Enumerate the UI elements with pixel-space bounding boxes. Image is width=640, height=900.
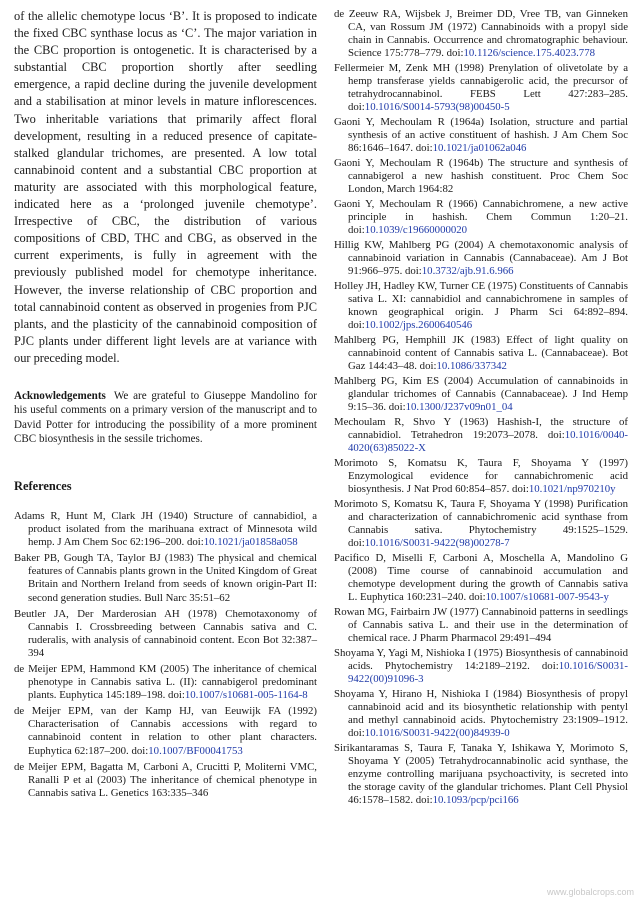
reference-text: Gaoni Y, Mechoulam R (1966) Cannabichromene, a new active principle in hashish. Chem Commun 1:20–21. doi: xyxy=(334,198,628,236)
reference-entry xyxy=(334,116,628,155)
references-heading: References xyxy=(14,478,72,493)
reference-list-right xyxy=(334,8,628,807)
reference-text: de Zeeuw RA, Wijsbek J, Breimer DD, Vree TB, van Ginneken CA, van Rossum JM (1972) Cannabinoids with a propyl side chain in Cannabis. Occurrence and chromatographic behaviour. Science 175:778–779. doi: xyxy=(334,8,628,59)
acknowledgements-text: We are grateful to Giuseppe Mandolino for his useful comments on a primary version of the manuscript and to David Potter for introducing the possibility of a more prominent CBC biosynthesis in the sessile trichomes. xyxy=(14,389,317,446)
conclusion-paragraph: of the allelic chemotype locus ‘B’. It is proposed to indicate the fixed CBC synthase locus as ‘C’. The major variation in the CBC proportion is ontogenetic. It is characterised by a substantial CBC proportion shortly after seedling emergence, a rapid decline during the juvenile development and a stabilisation at minor levels in mature inflorescences. Two inheritable variations that primarily affect floral development, resulting in a reduced presence of capitate-stalked glandular trichomes, are presented. A low total cannabinoid content and a substantial CBC proportion at maturity are associated with this morphological feature, indicated here as a ‘prolonged juvenile chemotype’. Irrespective of CBC, the distribution of various compositions of CBD, THC and CBG, as observed in the current experiments, is fully in agreement with the previously published model for chemotype inheritance. However, the inverse relationship of CBC proportion and total cannabinoid content as observed in progenies from PJC plants, and the plasticity of the cannabinoid composition of PJC plants under different light levels are at variance with our preceding model. xyxy=(14,9,317,365)
reference-entry xyxy=(14,705,317,757)
reference-text: Holley JH, Hadley KW, Turner CE (1975) Constituents of Cannabis sativa L. XI: cannabidiol and cannabichromene in samples of known geographical origin. J Pharm Sci 64:892–894. doi: xyxy=(334,280,628,331)
reference-entry xyxy=(334,375,628,414)
doi-link[interactable]: 10.1016/S0014-5793(98)00450-5 xyxy=(364,101,510,113)
reference-text: Baker PB, Gough TA, Taylor BJ (1983) The physical and chemical features of Cannabis plants grown in the United Kingdom of Great Britain and Northern Ireland from seeds of known origin-Part II: second generation studies. Bull Narc 35:51–62 xyxy=(14,552,317,604)
reference-text: Gaoni Y, Mechoulam R (1964b) The structure and synthesis of cannabigerol a new hashish constituent. Proc Chem Soc London, March 1964:82 xyxy=(334,157,628,195)
doi-link[interactable]: 10.3732/ajb.91.6.966 xyxy=(421,265,514,277)
reference-text: Mechoulam R, Shvo Y (1963) Hashish-I, the structure of cannabidiol. Tetrahedron 19:2073–2078. doi: xyxy=(334,416,628,441)
reference-text: Fellermeier M, Zenk MH (1998) Prenylation of olivetolate by a hemp transferase yields cannabigerolic acid, the precursor of tetrahydrocannabinol. FEBS Lett 427:283–285. doi: xyxy=(334,62,628,113)
reference-entry xyxy=(14,663,317,702)
reference-entry xyxy=(14,608,317,660)
reference-list-left xyxy=(14,510,317,800)
doi-link[interactable]: 10.1002/jps.2600640546 xyxy=(364,319,473,331)
doi-link[interactable]: 10.1016/0040-4020(63)85022-X xyxy=(348,429,628,454)
reference-text: Pacifico D, Miselli F, Carboni A, Moschella A, Mandolino G (2008) Time course of cannabinoid accumulation and chemotype development during the growth of Cannabis sativa L. Euphytica 160:231–240. doi: xyxy=(334,552,628,603)
reference-entry xyxy=(334,647,628,686)
reference-entry xyxy=(334,688,628,740)
watermark: www.globalcrops.com xyxy=(546,887,634,897)
left-column xyxy=(14,8,317,803)
reference-text: Shoyama Y, Yagi M, Nishioka I (1975) Biosynthesis of cannabinoid acids. Phytochemistry 14:2189–2192. doi: xyxy=(334,647,628,672)
acknowledgements xyxy=(14,389,317,447)
reference-text: Rowan MG, Fairbairn JW (1977) Cannabinoid patterns in seedlings of Cannabis sativa L. and their use in the determination of chemical race. J Pharm Pharmacol 29:491–494 xyxy=(334,606,628,644)
doi-link[interactable]: 10.1021/ja01062a046 xyxy=(432,142,527,154)
right-column xyxy=(334,8,628,809)
doi-link[interactable]: 10.1016/S0031-9422(98)00278-7 xyxy=(364,537,510,549)
reference-entry xyxy=(334,606,628,645)
doi-link[interactable]: 10.1039/c19660000020 xyxy=(364,224,468,236)
reference-entry xyxy=(14,552,317,604)
reference-entry xyxy=(334,416,628,455)
reference-entry xyxy=(334,498,628,550)
doi-link[interactable]: 10.1007/s10681-007-9543-y xyxy=(485,591,609,603)
doi-link[interactable]: 10.1016/S0031-9422(00)91096-3 xyxy=(348,660,628,685)
doi-link[interactable]: 10.1016/S0031-9422(00)84939-0 xyxy=(364,727,510,739)
doi-link[interactable]: 10.1300/J237v09n01_04 xyxy=(405,401,513,413)
reference-entry xyxy=(334,239,628,278)
reference-entry xyxy=(334,8,628,60)
doi-link[interactable]: 10.1007/s10681-005-1164-8 xyxy=(184,689,308,702)
reference-text: Mahlberg PG, Hemphill JK (1983) Effect of light quality on cannabinoid content of Cannabis sativa L. (Cannabaceae). Bot Gaz 144:43–48. doi: xyxy=(334,334,628,372)
reference-text: Gaoni Y, Mechoulam R (1964a) Isolation, structure and partial synthesis of an active constituent of hashish. J Am Chem Soc 86:1646–1647. doi: xyxy=(334,116,628,154)
reference-text: de Meijer EPM, Bagatta M, Carboni A, Crucitti P, Moliterni VMC, Ranalli P et al (2003) The inheritance of chemical phenotype in Cannabis sativa L. Genetics 163:335–346 xyxy=(14,760,317,799)
reference-text: Morimoto S, Komatsu K, Taura F, Shoyama Y (1997) Enzymological evidence for cannabichromenic acid biosynthesis. J Nat Prod 60:854–857. doi: xyxy=(334,457,628,495)
doi-link[interactable]: 10.1093/pcp/pci166 xyxy=(432,794,519,806)
reference-entry xyxy=(334,552,628,604)
reference-text: de Meijer EPM, Hammond KM (2005) The inheritance of chemical phenotype in Cannabis sativa L. (II): cannabigerol predominant plants. Euphytica 145:189–198. doi: xyxy=(14,663,317,702)
doi-link[interactable]: 10.1126/science.175.4023.778 xyxy=(463,47,595,59)
reference-text: Beutler JA, Der Marderosian AH (1978) Chemotaxonomy of Cannabis I. Crossbreeding between Cannabis sativa and C. ruderalis, with analysis of cannabinoid content. Econ Bot 32:387–394 xyxy=(14,607,317,659)
reference-entry xyxy=(334,157,628,196)
reference-entry xyxy=(14,761,317,800)
reference-entry xyxy=(334,457,628,496)
reference-entry xyxy=(334,742,628,807)
acknowledgements-label: Acknowledgements xyxy=(14,389,106,402)
reference-entry xyxy=(334,280,628,332)
reference-text: Sirikantaramas S, Taura F, Tanaka Y, Ishikawa Y, Morimoto S, Shoyama Y (2005) Tetrahydrocannabinolic acid synthase, the enzyme controlling marijuana psychoactivity, is secreted into the storage cavity of the glandular trichomes. Plant Cell Physiol 46:1578–1582. doi: xyxy=(334,742,628,806)
reference-text: Morimoto S, Komatsu K, Taura F, Shoyama Y (1998) Purification and characterization of cannabichromenic acid synthase from Cannabis sativa. Phytochemistry 49:1525–1529. doi: xyxy=(334,498,628,549)
doi-link[interactable]: 10.1007/BF00041753 xyxy=(148,744,243,757)
reference-entry xyxy=(334,198,628,237)
reference-text: Shoyama Y, Hirano H, Nishioka I (1984) Biosynthesis of propyl cannabinoid acid and its biosynthetic relationship with pentyl and methyl cannabinoid acids. Phytochemistry 23:1909–1912. doi: xyxy=(334,688,628,739)
reference-entry xyxy=(334,62,628,114)
reference-entry xyxy=(14,510,317,549)
reference-text: Hillig KW, Mahlberg PG (2004) A chemotaxonomic analysis of cannabinoid variation in Cannabis (Cannabaceae). Am J Bot 91:966–975. doi: xyxy=(334,239,628,277)
reference-text: Mahlberg PG, Kim ES (2004) Accumulation of cannabinoids in glandular trichomes of Cannabis (Cannabaceae). J Ind Hemp 9:15–36. doi: xyxy=(334,375,628,413)
doi-link[interactable]: 10.1086/337342 xyxy=(436,360,507,372)
reference-text: Adams R, Hunt M, Clark JH (1940) Structure of cannabidiol, a product isolated from the marihuana extract of Minnesota wild hemp. J Am Chem Soc 62:196–200. doi: xyxy=(14,509,317,549)
doi-link[interactable]: 10.1021/ja01858a058 xyxy=(203,536,298,549)
reference-text: de Meijer EPM, van der Kamp HJ, van Eeuwijk FA (1992) Characterisation of Cannabis accessions with regard to cannabinoid content in relation to other plant characters. Euphytica 62:187–200. doi: xyxy=(14,705,317,757)
reference-entry xyxy=(334,334,628,373)
doi-link[interactable]: 10.1021/np970210y xyxy=(528,483,616,495)
